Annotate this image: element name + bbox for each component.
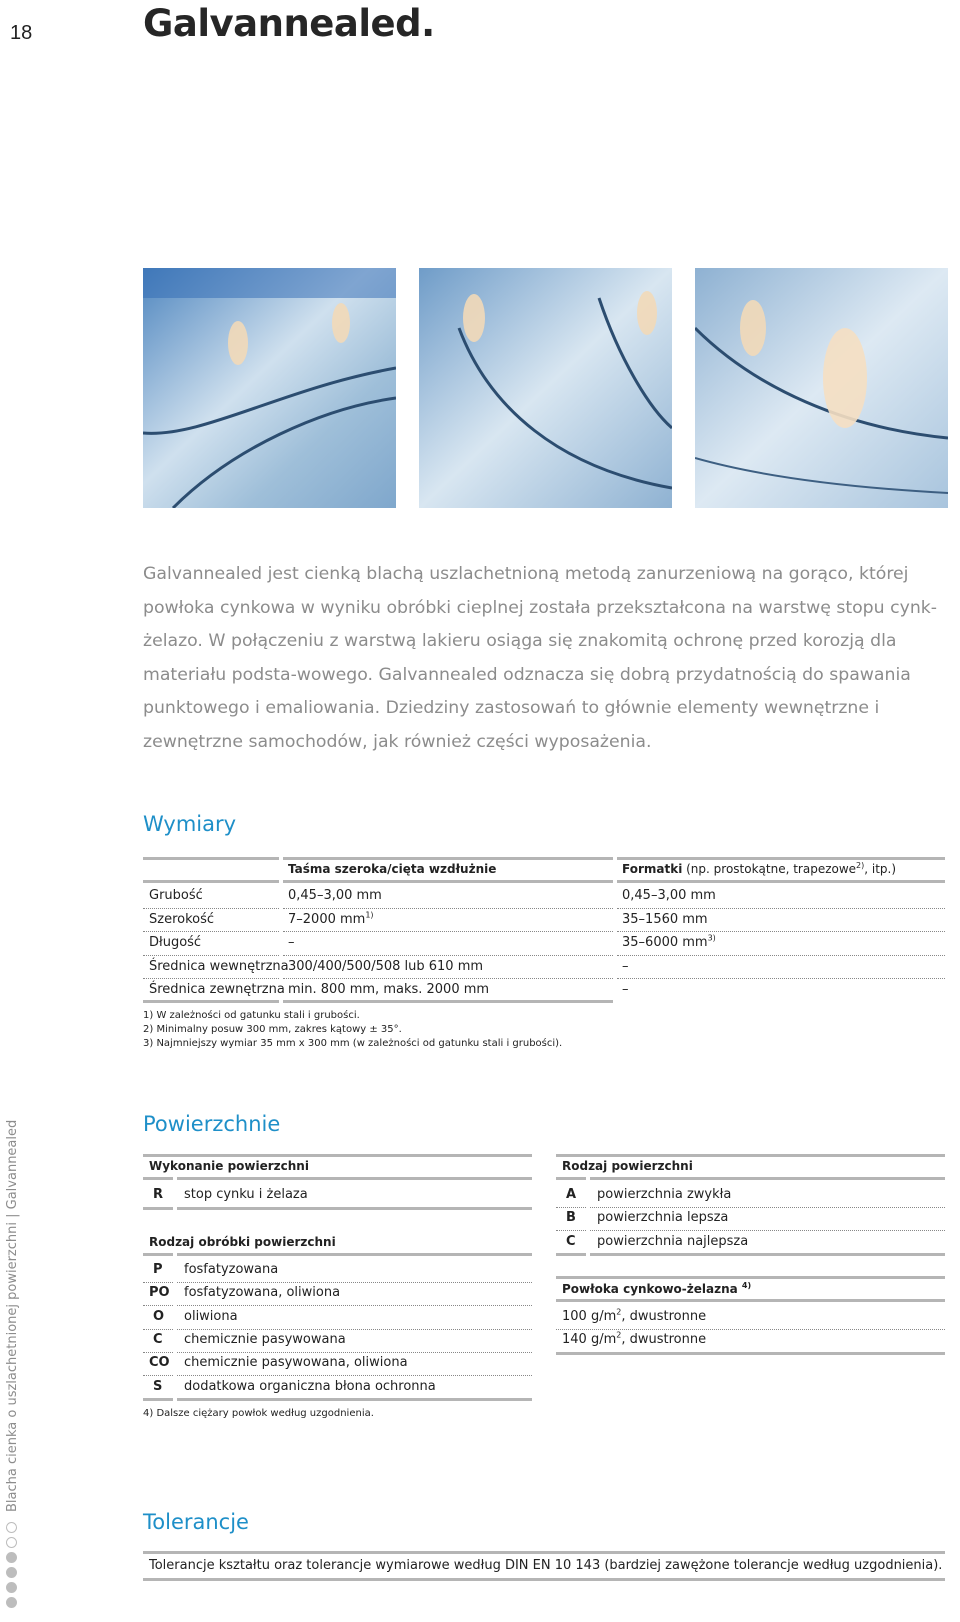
row-value-strip: – [288,935,295,950]
footnote: 1) W zależności od gatunku stali i grubości. [143,1010,360,1021]
progress-dot-outline [6,1537,17,1548]
description: powierzchnia zwykła [597,1187,732,1202]
progress-dot-filled [6,1567,17,1578]
footnote: 2) Minimalny posuw 300 mm, zakres kątowy ± 35°. [143,1024,402,1035]
surface-finish-header: Wykonanie powierzchni [149,1159,309,1173]
description: powierzchnia lepsza [597,1210,729,1225]
code: A [566,1187,577,1202]
description: powierzchnia najlepsza [597,1234,749,1249]
code: S [153,1379,163,1394]
row-label: Średnica wewnętrzna [149,959,289,974]
coating-value: 100 $g/m^2$, dwustronne [562,1307,707,1324]
row-value-strip: 0,45–3,00 mm [288,888,382,903]
footnote: 3) Najmniejszy wymiar 35 mm x 300 mm (w zależności od gatunku stali i grubości). [143,1038,563,1049]
column-header-strip: Taśma szeroka/cięta wzdłużnie [288,862,497,876]
coating-value: 140 $g/m^2$, dwustronne [562,1330,707,1347]
tolerancje-heading: Tolerancje [143,1510,249,1534]
progress-dot-filled [6,1552,17,1563]
wymiary-heading: Wymiary [143,812,237,836]
row-label: Grubość [149,888,203,903]
code: B [566,1210,576,1225]
progress-dot-filled [6,1582,17,1593]
description: fosfatyzowana, oliwiona [184,1285,341,1300]
steel-coil-photo-1 [143,268,396,508]
code: P [153,1262,163,1277]
steel-coil-photo-3 [695,268,948,508]
code: PO [149,1285,170,1300]
description: chemicznie pasywowana [184,1332,346,1347]
row-value-strip: 7–2000 $mm^{1)}$ [288,910,374,927]
description: oliwiona [184,1309,238,1324]
row-label: Długość [149,935,202,950]
row-value-sheets: 0,45–3,00 mm [622,888,716,903]
intro-paragraph: Galvannealed jest cienką blachą uszlachetnioną metodą zanurzeniową na gorąco, której powłoka cynkowa w wyniku obróbki cieplnej została przekształcona na warstwę stopu cynk-żelazo. W połączeniu z warstwą lakieru osiąga się znakomitą ochronę przed korozją dla materiału podsta-wowego. Galvannealed odznacza się dobrą przydatnością do spawania punktowego i emaliowania. Dziedziny zastosowań to głównie elementy wewnętrzne i zewnętrzne samochodów, jak również części wyposażenia. [143,564,938,752]
code: C [566,1234,576,1249]
description: chemicznie pasywowana, oliwiona [184,1355,408,1370]
column-header-sheets: Formatki (np. prostokątne, trapezowe$^{2)}$, itp.) [622,861,897,876]
row-value-sheets: 35–6000 $mm^{3)}$ [622,933,716,950]
row-label: Szerokość [149,912,215,927]
progress-dot-outline [6,1522,17,1533]
surface-type-header: Rodzaj powierzchni [562,1159,693,1173]
progress-dot-filled [6,1597,17,1608]
code: O [153,1309,165,1324]
row-value-strip: min. 800 mm, maks. 2000 mm [288,982,490,997]
row-value-strip: 300/400/500/508 lub 610 mm [288,959,484,974]
tolerance-text: Tolerancje kształtu oraz tolerancje wymiarowe według DIN EN 10 143 (bardziej zawężone tolerancje według uzgodnienia). [149,1558,943,1573]
steel-coil-photo-2 [419,268,672,508]
sidebar-vertical-text: Blacha cienka o uszlachetnionej powierzchni | Galvannealed [5,1119,20,1512]
description: dodatkowa organiczna błona ochronna [184,1379,436,1394]
row-value-sheets: – [622,959,629,974]
code: R [153,1187,164,1202]
row-value-sheets: 35–1560 mm [622,912,708,927]
row-label: Średnica zewnętrzna [149,982,285,997]
page-number: 18 [10,22,33,44]
row-value-sheets: – [622,982,629,997]
powierzchnie-heading: Powierzchnie [143,1112,281,1136]
description: stop cynku i żelaza [184,1187,308,1202]
coating-header: Powłoka cynkowo-żelazna $^{4)}$ [562,1281,752,1296]
code: CO [149,1355,170,1370]
surface-treatment-header: Rodzaj obróbki powierzchni [149,1235,336,1249]
footnote: 4) Dalsze ciężary powłok według uzgodnienia. [143,1408,374,1419]
page-title: Galvannealed. [143,2,435,45]
code: C [153,1332,163,1347]
description: fosfatyzowana [184,1262,279,1277]
